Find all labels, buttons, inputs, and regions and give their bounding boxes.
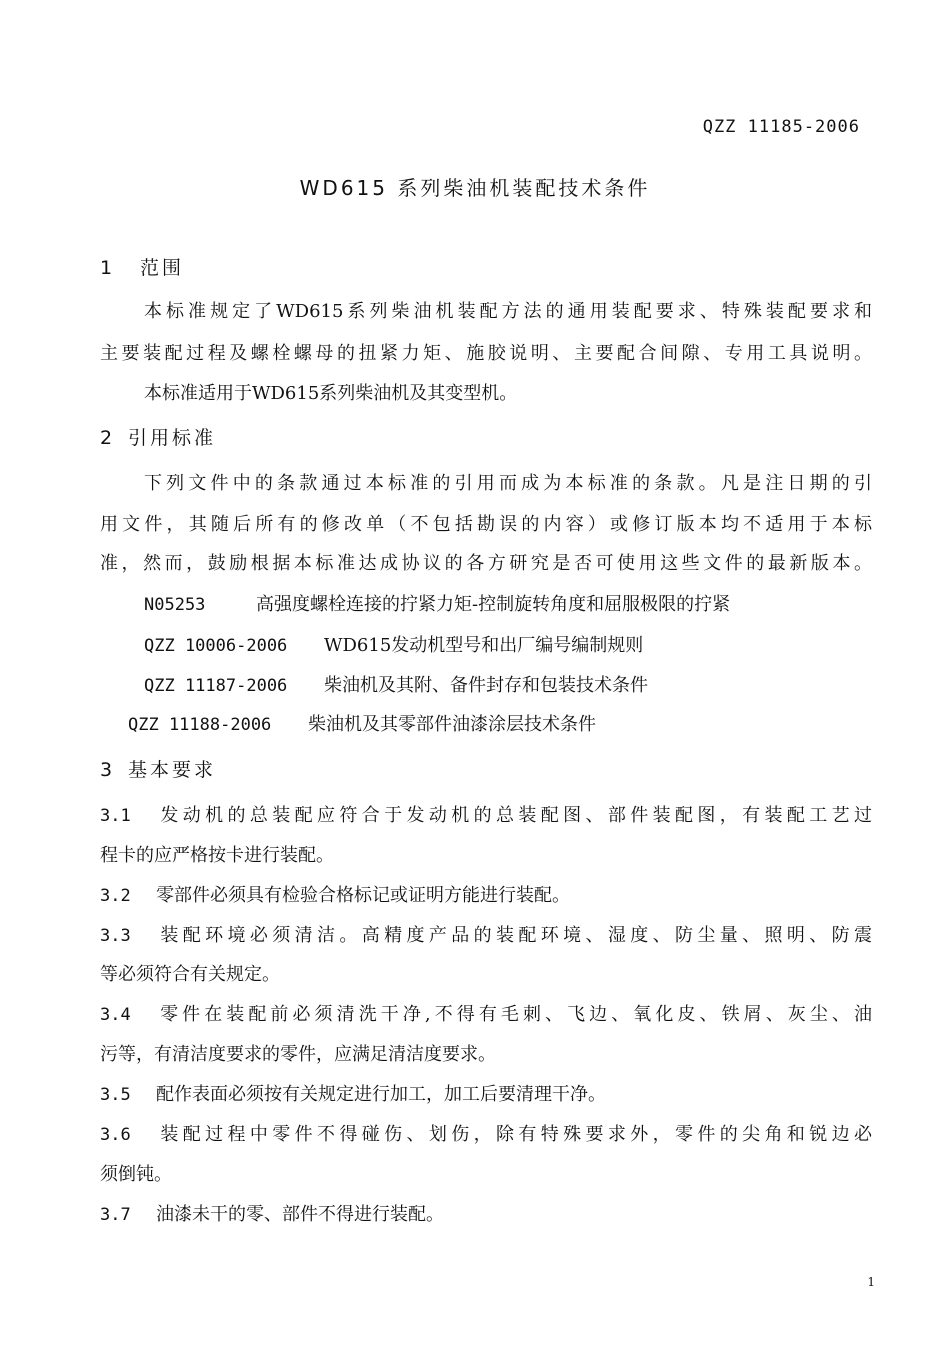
clause-number: 3.7 (100, 1205, 131, 1225)
clause-line: 程卡的应严格按卡进行装配。 (100, 845, 334, 866)
section-3-heading (100, 755, 216, 782)
reference-title: WD615发动机型号和出厂编号编制规则 (324, 635, 644, 656)
reference-code: QZZ 10006-2006 (144, 636, 288, 656)
clause-line: 污等，有清洁度要求的零件，应满足清洁度要求。 (100, 1044, 496, 1065)
page-number: 1 (867, 1275, 875, 1289)
clause-text: 油漆未干的零、部件不得进行装配。 (156, 1204, 444, 1225)
reference-code: N05253 (144, 595, 206, 615)
section-title: 范围 (140, 257, 185, 279)
clause-text: 发动机的总装配应符合于发动机的总装配图、部件装配图，有装配工艺过 (156, 805, 872, 826)
section-number: 1 (100, 257, 116, 279)
document-code: QZZ 11185-2006 (702, 117, 860, 137)
section-number: 2 (100, 427, 116, 449)
section-1-heading (100, 253, 184, 280)
paragraph-line: 用文件，其随后所有的修改单（不包括勘误的内容）或修订版本均不适用于本标 (100, 514, 872, 535)
clause-text: 装配环境必须清洁。高精度产品的装配环境、湿度、防尘量、照明、防震 (156, 925, 872, 946)
clause-text: 装配过程中零件不得碰伤、划伤，除有特殊要求外，零件的尖角和锐边必 (156, 1124, 872, 1145)
reference-code: QZZ 11187-2006 (144, 676, 288, 696)
paragraph-line: 主要装配过程及螺栓螺母的扭紧力矩、施胶说明、主要配合间隙、专用工具说明。 (100, 343, 872, 364)
clause-line (100, 803, 872, 829)
paragraph-line: 下列文件中的条款通过本标准的引用而成为本标准的条款。凡是注日期的引 (144, 473, 872, 494)
reference-title: 柴油机及其附、备件封存和包装技术条件 (324, 675, 648, 696)
reference-item (144, 633, 643, 659)
reference-item (144, 592, 730, 618)
clause-line (100, 1202, 872, 1228)
paragraph-line: 本标准规定了WD615系列柴油机装配方法的通用装配要求、特殊装配要求和 (144, 301, 872, 322)
section-2-heading (100, 423, 216, 450)
reference-item (128, 712, 596, 738)
clause-line: 等必须符合有关规定。 (100, 964, 280, 985)
reference-title: 高强度螺栓连接的拧紧力矩-控制旋转角度和屈服极限的拧紧 (256, 594, 731, 615)
clause-line (100, 1122, 872, 1148)
clause-line (100, 1002, 872, 1028)
clause-number: 3.3 (100, 926, 131, 946)
paragraph-line: 本标准适用于WD615系列柴油机及其变型机。 (144, 383, 518, 404)
clause-text: 配作表面必须按有关规定进行加工，加工后要清理干净。 (156, 1084, 606, 1105)
clause-line (100, 1082, 872, 1108)
clause-text: 零件在装配前必须清洗干净,不得有毛刺、飞边、氧化皮、铁屑、灰尘、油 (156, 1004, 872, 1025)
reference-title: 柴油机及其零部件油漆涂层技术条件 (308, 714, 596, 735)
reference-item (144, 673, 648, 699)
reference-code: QZZ 11188-2006 (128, 715, 272, 735)
document-title: WD615 系列柴油机装配技术条件 (299, 176, 651, 200)
clause-number: 3.6 (100, 1125, 131, 1145)
clause-number: 3.1 (100, 806, 131, 826)
clause-line: 须倒钝。 (100, 1164, 172, 1185)
paragraph-line: 准，然而，鼓励根据本标准达成协议的各方研究是否可使用这些文件的最新版本。 (100, 553, 872, 574)
section-number: 3 (100, 759, 116, 781)
clause-number: 3.4 (100, 1005, 131, 1025)
section-title: 引用标准 (128, 427, 217, 449)
clause-line (100, 883, 872, 909)
section-title: 基本要求 (128, 759, 217, 781)
clause-number: 3.5 (100, 1085, 131, 1105)
clause-text: 零部件必须具有检验合格标记或证明方能进行装配。 (156, 885, 570, 906)
clause-line (100, 923, 872, 949)
clause-number: 3.2 (100, 886, 131, 906)
